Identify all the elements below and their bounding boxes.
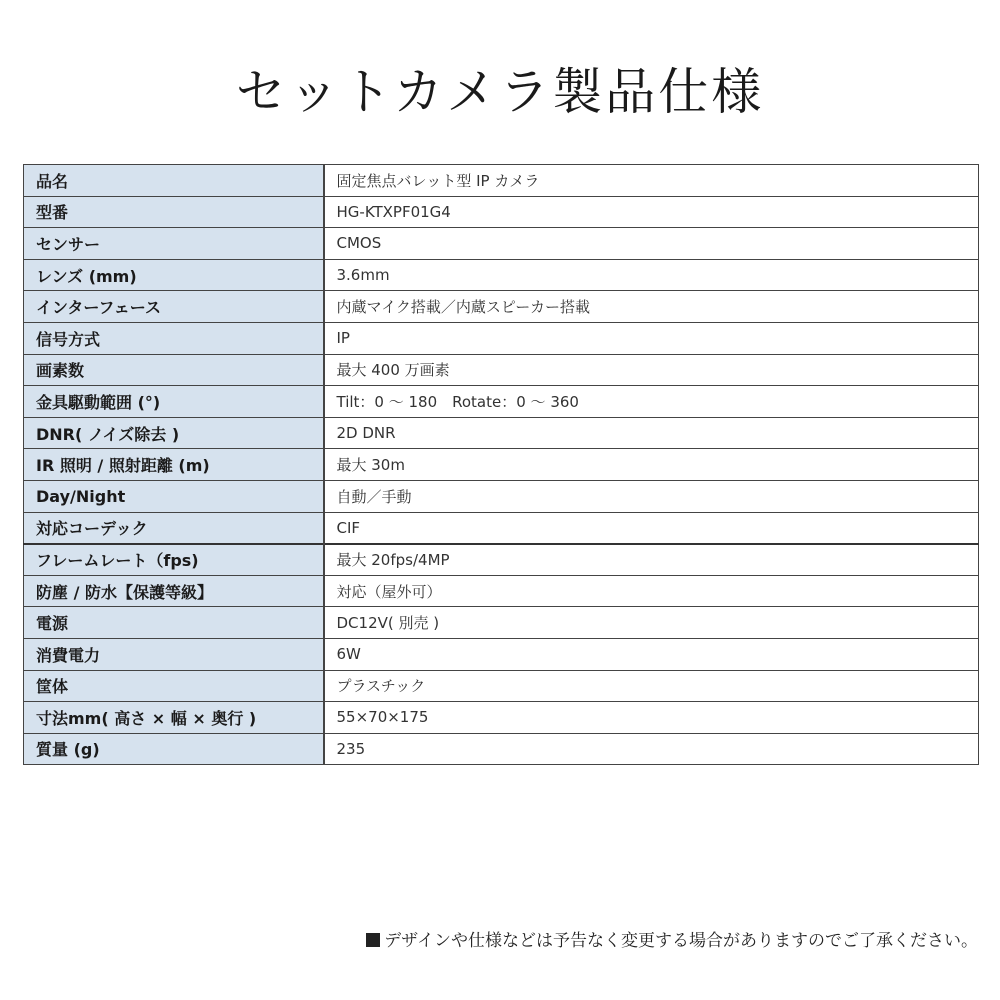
spec-key: 型番 [24, 196, 324, 228]
spec-value: 55×70×175 [324, 702, 979, 734]
table-row [24, 733, 979, 765]
spec-value: 固定焦点バレット型 IP カメラ [324, 165, 979, 197]
table-row [24, 354, 979, 386]
spec-value: Tilt：0 ～ 180 Rotate：0 ～ 360 [324, 386, 979, 418]
table-row [24, 228, 979, 260]
table-row [24, 291, 979, 323]
black-square-icon [366, 933, 380, 947]
table-row [24, 386, 979, 418]
spec-value: 235 [324, 733, 979, 765]
table-row [24, 670, 979, 702]
spec-value: CIF [324, 512, 979, 544]
spec-key: センサー [24, 228, 324, 260]
spec-value: IP [324, 322, 979, 354]
spec-key: Day/Night [24, 480, 324, 512]
table-row [24, 544, 979, 576]
spec-key: 画素数 [24, 354, 324, 386]
table-row [24, 259, 979, 291]
table-row [24, 165, 979, 197]
spec-key: フレームレート（fps) [24, 544, 324, 576]
spec-value: 最大 400 万画素 [324, 354, 979, 386]
spec-key: 信号方式 [24, 322, 324, 354]
spec-value: 最大 30m [324, 449, 979, 481]
footnote [366, 926, 978, 951]
table-row [24, 417, 979, 449]
footnote-text: デザインや仕様などは予告なく変更する場合がありますのでご了承ください。 [384, 931, 978, 951]
spec-value: 対応（屋外可） [324, 575, 979, 607]
table-row [24, 196, 979, 228]
spec-value: 6W [324, 638, 979, 670]
spec-value: 内蔵マイク搭載／内蔵スピーカー搭載 [324, 291, 979, 323]
spec-key: 質量 (g) [24, 733, 324, 765]
spec-key: 金具駆動範囲 (°) [24, 386, 324, 418]
spec-key: 電源 [24, 607, 324, 639]
table-row [24, 480, 979, 512]
spec-key: 消費電力 [24, 638, 324, 670]
spec-value: 2D DNR [324, 417, 979, 449]
table-row [24, 607, 979, 639]
spec-value: CMOS [324, 228, 979, 260]
table-row [24, 638, 979, 670]
spec-key: 対応コーデック [24, 512, 324, 544]
spec-value: HG-KTXPF01G4 [324, 196, 979, 228]
spec-key: 防塵 / 防水【保護等級】 [24, 575, 324, 607]
spec-value: 最大 20fps/4MP [324, 544, 979, 576]
spec-value: 3.6mm [324, 259, 979, 291]
spec-key: 筐体 [24, 670, 324, 702]
spec-value: DC12V( 別売 ) [324, 607, 979, 639]
spec-key: 寸法mm( 高さ × 幅 × 奥行 ) [24, 702, 324, 734]
spec-key: 品名 [24, 165, 324, 197]
page-title: セットカメラ製品仕様 [235, 63, 765, 121]
table-row [24, 575, 979, 607]
table-row [24, 449, 979, 481]
table-row [24, 322, 979, 354]
table-row [24, 702, 979, 734]
table-row [24, 512, 979, 544]
spec-key: レンズ (mm) [24, 259, 324, 291]
spec-value: プラスチック [324, 670, 979, 702]
spec-value: 自動／手動 [324, 480, 979, 512]
spec-key: IR 照明 / 照射距離 (m) [24, 449, 324, 481]
spec-key: DNR( ノイズ除去 ) [24, 417, 324, 449]
spec-table [23, 164, 979, 765]
spec-key: インターフェース [24, 291, 324, 323]
